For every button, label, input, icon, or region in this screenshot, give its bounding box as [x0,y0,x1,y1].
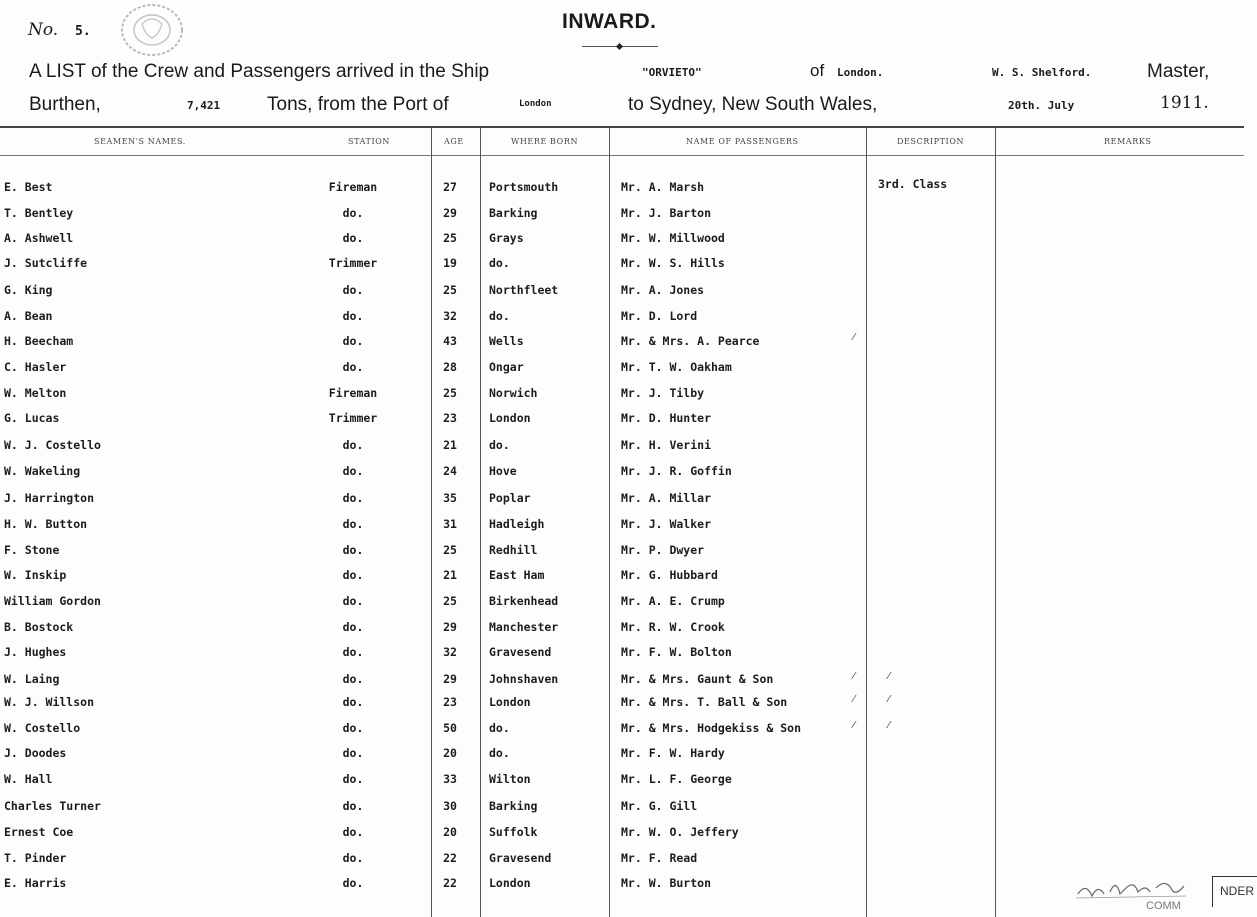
seaman-birthplace: London [489,695,531,709]
seaman-name: W. Laing [4,672,60,686]
column-divider [431,127,432,917]
seaman-age: 21 [443,568,457,582]
number-label: No. [28,20,59,40]
seaman-birthplace: Redhill [489,543,538,557]
seaman-age: 28 [443,360,457,374]
seaman-station: do. [342,334,364,348]
table-header-rule [0,155,1244,156]
tick-mark: ⁄ [853,671,855,682]
seaman-birthplace: Ongar [489,360,524,374]
seaman-name: W. J. Costello [4,438,101,452]
seaman-birthplace: do. [489,256,510,270]
seaman-station: do. [342,695,364,709]
column-header-age: AGE [444,137,464,146]
passenger-name: Mr. G. Hubbard [621,568,718,582]
seaman-age: 30 [443,799,457,813]
passenger-name: Mr. & Mrs. T. Ball & Son [621,695,788,709]
column-header-seamen: SEAMEN'S NAMES. [94,137,186,146]
tick-mark: ⁄ [888,694,890,705]
seaman-name: G. King [4,283,53,297]
seaman-age: 25 [443,386,457,400]
seaman-name: J. Sutcliffe [4,256,88,270]
passenger-name: Mr. W. O. Jeffery [621,825,739,839]
seaman-name: W. Costello [4,721,81,735]
seaman-station: do. [342,672,364,686]
seaman-age: 29 [443,672,457,686]
seaman-name: B. Bostock [4,620,74,634]
seaman-age: 43 [443,334,457,348]
seaman-age: 32 [443,645,457,659]
passenger-name: Mr. W. Burton [621,876,712,890]
seaman-age: 21 [443,438,457,452]
passenger-name: Mr. A. Millar [621,491,712,505]
seaman-age: 29 [443,206,457,220]
seaman-name: G. Lucas [4,411,60,425]
seaman-age: 29 [443,620,457,634]
seaman-station: do. [342,825,364,839]
number-value: 5. [75,24,91,39]
passenger-name: Mr. R. W. Crook [621,620,725,634]
seaman-station: do. [342,543,364,557]
column-divider [866,127,867,917]
tick-mark: ⁄ [853,332,855,343]
tons-label: Tons, from the Port of [267,94,449,115]
seaman-birthplace: Wilton [489,772,531,786]
seaman-birthplace: Barking [489,206,538,220]
seaman-name: T. Bentley [4,206,74,220]
seaman-name: H. Beecham [4,334,74,348]
seaman-birthplace: Suffolk [489,825,538,839]
seaman-birthplace: Manchester [489,620,559,634]
seaman-name: T. Pinder [4,851,67,865]
stamp-seal-icon [114,2,186,58]
column-header-where-born: WHERE BORN [511,137,579,146]
seaman-birthplace: do. [489,309,510,323]
seaman-name: W. Melton [4,386,67,400]
tick-mark: ⁄ [853,694,855,705]
seaman-birthplace: London [489,876,531,890]
seaman-age: 25 [443,543,457,557]
seaman-birthplace: Wells [489,334,524,348]
seaman-birthplace: Birkenhead [489,594,559,608]
column-divider [609,127,610,917]
passenger-name: Mr. & Mrs. Gaunt & Son [621,672,774,686]
seaman-birthplace: London [489,411,531,425]
column-divider [995,127,996,917]
description-value: 3rd. Class [878,177,948,191]
seaman-name: W. J. Willson [4,695,95,709]
seaman-birthplace: do. [489,721,510,735]
seaman-age: 23 [443,695,457,709]
seaman-birthplace: do. [489,746,510,760]
master-label: Master, [1147,61,1210,82]
passenger-name: Mr. A. E. Crump [621,594,725,608]
seaman-age: 24 [443,464,457,478]
tons-value: 7,421 [187,99,221,112]
seaman-birthplace: Gravesend [489,645,552,659]
seaman-station: do. [342,746,364,760]
seaman-birthplace: Johnshaven [489,672,559,686]
passenger-name: Mr. & Mrs. Hodgekiss & Son [621,721,802,735]
seaman-birthplace: do. [489,438,510,452]
passenger-name: Mr. J. Barton [621,206,712,220]
tick-mark: ⁄ [853,720,855,731]
passenger-name: Mr. F. W. Bolton [621,645,732,659]
seaman-station: do. [342,464,364,478]
seaman-birthplace: Hadleigh [489,517,545,531]
seaman-birthplace: Northfleet [489,283,559,297]
column-header-station: STATION [348,137,390,146]
seaman-station: do. [342,517,364,531]
passenger-name: Mr. & Mrs. A. Pearce [621,334,760,348]
passenger-name: Mr. W. S. Hills [621,256,725,270]
list-heading-text: A LIST of the Crew and Passengers arrived in the Ship [29,61,490,82]
tick-mark: ⁄ [888,720,890,731]
seaman-station: do. [342,568,364,582]
seaman-age: 25 [443,283,457,297]
page-title: INWARD. [562,10,657,33]
passenger-name: Mr. L. F. George [621,772,732,786]
seaman-age: 32 [443,309,457,323]
seaman-name: J. Hughes [4,645,67,659]
seaman-station: do. [342,851,364,865]
arrival-date: 20th. July [1008,99,1075,112]
table-top-rule [0,126,1244,128]
seaman-station: do. [342,799,364,813]
passenger-name: Mr. J. Tilby [621,386,705,400]
seaman-birthplace: Poplar [489,491,531,505]
commander-label-fragment: NDER [1220,884,1255,898]
seaman-station: do. [342,231,364,245]
seaman-age: 20 [443,825,457,839]
passenger-name: Mr. F. W. Hardy [621,746,725,760]
seaman-name: F. Stone [4,543,60,557]
of-label: of [810,61,825,80]
seaman-age: 33 [443,772,457,786]
seaman-age: 19 [443,256,457,270]
master-name: W. S. Shelford. [992,66,1092,79]
seaman-station: Fireman [328,180,378,194]
ship-name: "ORVIETO" [642,66,702,79]
seaman-station: do. [342,309,364,323]
seaman-station: do. [342,876,364,890]
seaman-name: H. W. Button [4,517,88,531]
passenger-name: Mr. J. R. Goffin [621,464,732,478]
seaman-station: do. [342,491,364,505]
passenger-name: Mr. A. Marsh [621,180,705,194]
passenger-name: Mr. W. Millwood [621,231,725,245]
seaman-name: W. Inskip [4,568,67,582]
seaman-birthplace: Gravesend [489,851,552,865]
seaman-name: W. Hall [4,772,53,786]
seaman-name: E. Best [4,180,53,194]
column-header-remarks: REMARKS [1104,137,1152,146]
column-header-description: DESCRIPTION [897,137,965,146]
seaman-age: 50 [443,721,457,735]
seaman-age: 22 [443,876,457,890]
seaman-station: do. [342,438,364,452]
seaman-age: 20 [443,746,457,760]
passenger-name: Mr. P. Dwyer [621,543,705,557]
seaman-birthplace: Portsmouth [489,180,559,194]
seaman-age: 27 [443,180,457,194]
seaman-station: Trimmer [328,411,378,425]
seaman-age: 25 [443,594,457,608]
seaman-name: E. Harris [4,876,67,890]
seaman-age: 23 [443,411,457,425]
seaman-station: do. [342,721,364,735]
seaman-birthplace: Grays [489,231,524,245]
seaman-name: W. Wakeling [4,464,81,478]
seaman-birthplace: East Ham [489,568,545,582]
seaman-birthplace: Hove [489,464,517,478]
seaman-name: William Gordon [4,594,101,608]
seaman-name: J. Doodes [4,746,67,760]
seaman-name: Ernest Coe [4,825,74,839]
passenger-name: Mr. H. Verini [621,438,712,452]
seaman-age: 25 [443,231,457,245]
passenger-name: Mr. D. Lord [621,309,698,323]
burthen-label: Burthen, [29,94,101,115]
seaman-station: do. [342,594,364,608]
seaman-name: A. Ashwell [4,231,74,245]
passenger-name: Mr. J. Walker [621,517,712,531]
seaman-birthplace: Norwich [489,386,538,400]
seaman-name: J. Harrington [4,491,95,505]
seaman-station: Fireman [328,386,378,400]
seaman-name: Charles Turner [4,799,101,813]
column-header-passengers: NAME OF PASSENGERS [686,137,799,146]
seaman-station: do. [342,206,364,220]
port-from: London [519,99,552,109]
passenger-name: Mr. F. Read [621,851,698,865]
seaman-name: A. Bean [4,309,53,323]
seaman-station: do. [342,283,364,297]
passenger-name: Mr. D. Hunter [621,411,712,425]
seaman-station: do. [342,620,364,634]
tick-mark: ⁄ [888,671,890,682]
seaman-station: do. [342,360,364,374]
title-ornament [616,43,623,50]
seaman-age: 31 [443,517,457,531]
seaman-birthplace: Barking [489,799,538,813]
to-sydney-text: to Sydney, New South Wales, [628,94,878,115]
passenger-name: Mr. G. Gill [621,799,698,813]
passenger-name: Mr. A. Jones [621,283,705,297]
seaman-station: do. [342,772,364,786]
column-divider [480,127,481,917]
arrival-year: 1911. [1160,93,1209,113]
passenger-name: Mr. T. W. Oakham [621,360,732,374]
of-place: London. [837,66,884,79]
seaman-station: Trimmer [328,256,378,270]
seaman-age: 22 [443,851,457,865]
seaman-age: 35 [443,491,457,505]
seaman-station: do. [342,645,364,659]
commander-text-fragment: COMM [1146,900,1181,912]
seaman-name: C. Hasler [4,360,67,374]
